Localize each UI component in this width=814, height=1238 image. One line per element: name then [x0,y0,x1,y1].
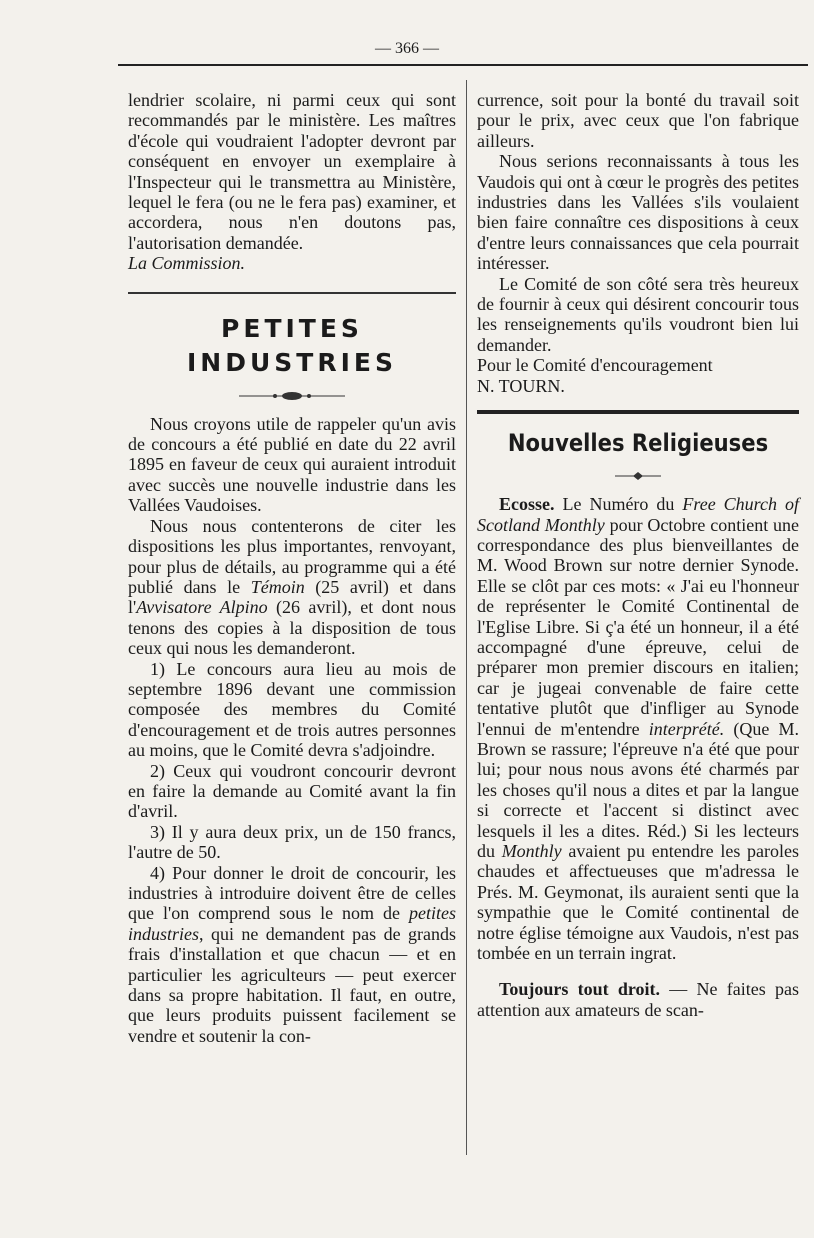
text-run: 4) Pour donner le droit de concourir, les industries à introduire doivent être de celles que l'on comprend sous le nom de [128,862,456,924]
text-run: Le Numéro du [554,494,683,515]
text-run: — Ne faites pas attention aux amateurs de scan- [477,979,799,1020]
signature-commission: La Commission. [128,253,246,274]
text-run: (26 avril), et dont nous tenons des copies à la disposition de tous ceux qui nous les demanderont. [128,597,456,659]
list-item-3: 3) Il y aura deux prix, un de 150 francs, l'autre de 50. [128,821,456,863]
header-rule [118,64,808,66]
label-toujours: Toujours tout droit. [499,979,661,1000]
text-run: (Que M. Brown se rassure; l'épreuve n'a été que pour lui; pour nous nous avons été charmés par les choses qu'il nous a dites et par la langue si correcte et l'accent si distinct avec lesquels il les a dites. Réd.) Si les lecteurs du [477,718,799,861]
paragraph-calendrier: lendrier scolaire, ni parmi ceux qui sont recommandés par le ministère. Les maîtres d'école qui voudraient l'adopter devront par conséquent en envoyer un exemplaire à l'Inspecteur qui le transmettra au Ministère, lequel le fera (ou ne le fera pas) examiner, et accordera, nous n'en doutons pas, l'autorisation demandée. [128,90,456,253]
list-item-1: 1) Le concours aura lieu au mois de septembre 1896 devant une commission composée des membres du Comité d'encouragement et de trois autres personnes au moins, que le Comité devra s'adjoindre. [128,658,456,761]
right-column [477,90,799,1020]
title-monthly: Monthly [501,841,562,861]
section-rule-thick [477,410,799,414]
paragraph-reconnaissants: Nous serions reconnaissants à tous les Vaudois qui ont à cœur le progrès des petites industries dans les Vallées s'ils voulaient bien faire connaître ces dispositions à ceux d'entre leurs connaissances que cela pourrait intéresser. [477,151,799,274]
left-column [128,90,456,1046]
paragraph-toujours [477,979,799,1020]
text-run: Nous nous contenterons de citer les dispositions les plus importantes, renvoyant, pour plus de détails, au programme qui a été publié dans le [128,515,456,597]
paragraph-dispositions [128,516,456,659]
title-avvisatore: Avvisatore Alpino [136,597,268,618]
paragraph-comite: Le Comité de son côté sera très heureux de fournir à ceux qui désirent concourir tous les renseignements qu'ils voudront bien lui demander. [477,273,799,355]
paragraph-avis-concours: Nous croyons utile de rappeler qu'un avis de concours a été publié en date du 22 avril 1895 en faveur de ceux qui auraient introduit avec succès une nouvelle industrie dans les Vallées Vaudoises. [128,413,456,516]
label-ecosse: Ecosse. [499,494,555,515]
term-petites-industries: petites industries [128,903,456,944]
list-item-2: 2) Ceux qui voudront concourir devront en faire la demande au Comité avant la fin d'avril. [128,760,456,822]
text-run: avaient pu entendre les paroles chaudes et affectueuses que m'adressa le Prés. M. Geymonat, ils auraient senti que la sympathie que le Comité continental de notre église témoigne aux Vaudois, n'est pas tombée en un terrain ingrat. [477,841,800,964]
paragraph-concurrence: currence, soit pour la bonté du travail soit pour le prix, avec ceux que l'on fabrique ailleurs. [477,90,799,151]
text-run: , qui ne demandent pas de grands frais d'installation et que chacun — et en particulier les agriculteurs — peut exercer dans sa propre habitation. Il faut, en outre, que leurs produits puissent facilement se vendre et soutenir la con- [128,923,456,1046]
title-free-church: Free Church of Scotland Monthly [477,494,799,535]
text-run: (25 avril) et dans l' [128,576,456,618]
section-rule [128,292,456,294]
list-item-4 [128,863,456,1047]
ornament-divider-small [477,466,799,480]
heading-nouvelles-religieuses: Nouvelles Religieuses [507,429,769,458]
heading-petites-industries: PETITES INDUSTRIES [187,313,397,377]
signature-tourn: N. TOURN. [477,375,565,396]
comite-line: Pour le Comité d'encouragement [477,355,713,376]
paragraph-ecosse [477,494,799,963]
column-divider [466,80,467,1155]
page-number: — 366 — [375,40,439,57]
title-temoin: Témoin [250,576,305,597]
text-run: pour Octobre contient une correspondance des plus bienveillantes de M. Wood Brown sur notre dernier Synode. Elle se clôt par ces mots: « J'ai eu l'honneur de représenter le Comité Continental de l'Eglise Libre. Si ç'a été un honneur, il a été accompagné d'une épreuve, celui de préparer mon premier discours en italien; car je jugeai convenable de faire cette tentative plutôt que d'infliger au Synode l'ennui de m'entendre [477,514,799,739]
word-interprete: interprété. [648,718,725,739]
ornament-divider [128,386,456,400]
